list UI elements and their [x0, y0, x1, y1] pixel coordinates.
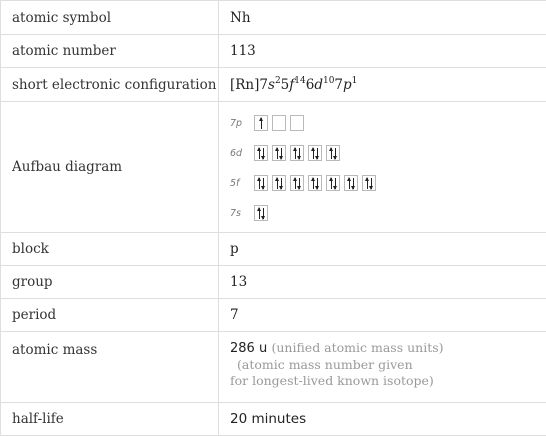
atomic-mass-unit-desc: (unified atomic mass units) [271, 340, 443, 355]
block-value: p [219, 233, 546, 266]
spin-down-arrow-icon [353, 178, 354, 189]
orbital-box [254, 205, 268, 221]
orbital-box [344, 175, 358, 191]
row-period [1, 299, 546, 332]
orbital-row-5f [230, 168, 546, 198]
orbital-box [254, 145, 268, 161]
spin-down-arrow-icon [317, 148, 318, 159]
orbital-label: 5f [230, 178, 254, 189]
row-atomic-symbol [1, 1, 546, 35]
aufbau-rows [230, 102, 546, 232]
row-atomic-mass [1, 332, 546, 403]
spin-up-arrow-icon [259, 178, 260, 189]
atomic-mass-label: atomic mass [1, 332, 219, 403]
orbital-box [272, 145, 286, 161]
row-half-life [1, 403, 546, 436]
row-group [1, 266, 546, 299]
spin-up-arrow-icon [261, 118, 262, 129]
spin-down-arrow-icon [263, 148, 264, 159]
row-block [1, 233, 546, 266]
spin-up-arrow-icon [259, 208, 260, 219]
config-core: [Rn] [230, 77, 259, 93]
spin-up-arrow-icon [295, 178, 296, 189]
orbital-box [290, 115, 304, 131]
spin-up-arrow-icon [277, 178, 278, 189]
spin-up-arrow-icon [331, 178, 332, 189]
orbital-row-6d [230, 138, 546, 168]
orbital-box [362, 175, 376, 191]
electron-config-label: short electronic configuration [1, 68, 219, 102]
orbital-box [290, 175, 304, 191]
spin-down-arrow-icon [371, 178, 372, 189]
spin-up-arrow-icon [313, 178, 314, 189]
orbital-label: 7p [230, 118, 254, 129]
spin-down-arrow-icon [263, 178, 264, 189]
row-atomic-number [1, 35, 546, 68]
atomic-number-label: atomic number [1, 35, 219, 68]
orbital-box [308, 175, 322, 191]
orbital-box [290, 145, 304, 161]
half-life-value: 20 minutes [219, 403, 546, 436]
spin-down-arrow-icon [317, 178, 318, 189]
spin-down-arrow-icon [281, 178, 282, 189]
spin-down-arrow-icon [335, 148, 336, 159]
group-label: group [1, 266, 219, 299]
orbital-box [254, 175, 268, 191]
aufbau-diagram [219, 102, 546, 233]
block-label: block [1, 233, 219, 266]
atomic-mass-cell [219, 332, 546, 403]
spin-down-arrow-icon [299, 178, 300, 189]
period-label: period [1, 299, 219, 332]
row-electron-config [1, 68, 546, 102]
orbital-box [308, 145, 322, 161]
spin-up-arrow-icon [331, 148, 332, 159]
group-value: 13 [219, 266, 546, 299]
spin-down-arrow-icon [299, 148, 300, 159]
atomic-symbol-value: Nh [219, 1, 546, 35]
atomic-mass-note-2: for longest-lived known isotope) [230, 373, 434, 388]
atomic-symbol-label: atomic symbol [1, 1, 219, 35]
electron-config-value [219, 68, 546, 102]
atomic-mass-value: 286 u [230, 341, 267, 356]
period-value: 7 [219, 299, 546, 332]
orbital-box [272, 115, 286, 131]
orbital-box [254, 115, 268, 131]
orbital-row-7s [230, 198, 546, 228]
spin-up-arrow-icon [349, 178, 350, 189]
orbital-label: 6d [230, 148, 254, 159]
orbital-label: 7s [230, 208, 254, 219]
half-life-label: half-life [1, 403, 219, 436]
spin-up-arrow-icon [367, 178, 368, 189]
spin-down-arrow-icon [281, 148, 282, 159]
spin-up-arrow-icon [277, 148, 278, 159]
orbital-row-7p [230, 108, 546, 138]
spin-up-arrow-icon [313, 148, 314, 159]
orbital-box [326, 145, 340, 161]
config-term: $5f^{14}$ [281, 77, 306, 93]
config-terms [259, 77, 357, 93]
atomic-number-value: 113 [219, 35, 546, 68]
config-term: $6d^{10}$ [306, 77, 335, 93]
spin-down-arrow-icon [263, 208, 264, 219]
atomic-mass-note-1: (atomic mass number given [230, 357, 413, 372]
spin-down-arrow-icon [335, 178, 336, 189]
orbital-box [326, 175, 340, 191]
config-term: $7p^1$ [334, 77, 357, 93]
spin-up-arrow-icon [295, 148, 296, 159]
config-term: $7s^2$ [259, 77, 280, 93]
spin-up-arrow-icon [259, 148, 260, 159]
orbital-box [272, 175, 286, 191]
aufbau-label: Aufbau diagram [1, 102, 219, 233]
row-aufbau [1, 102, 546, 233]
